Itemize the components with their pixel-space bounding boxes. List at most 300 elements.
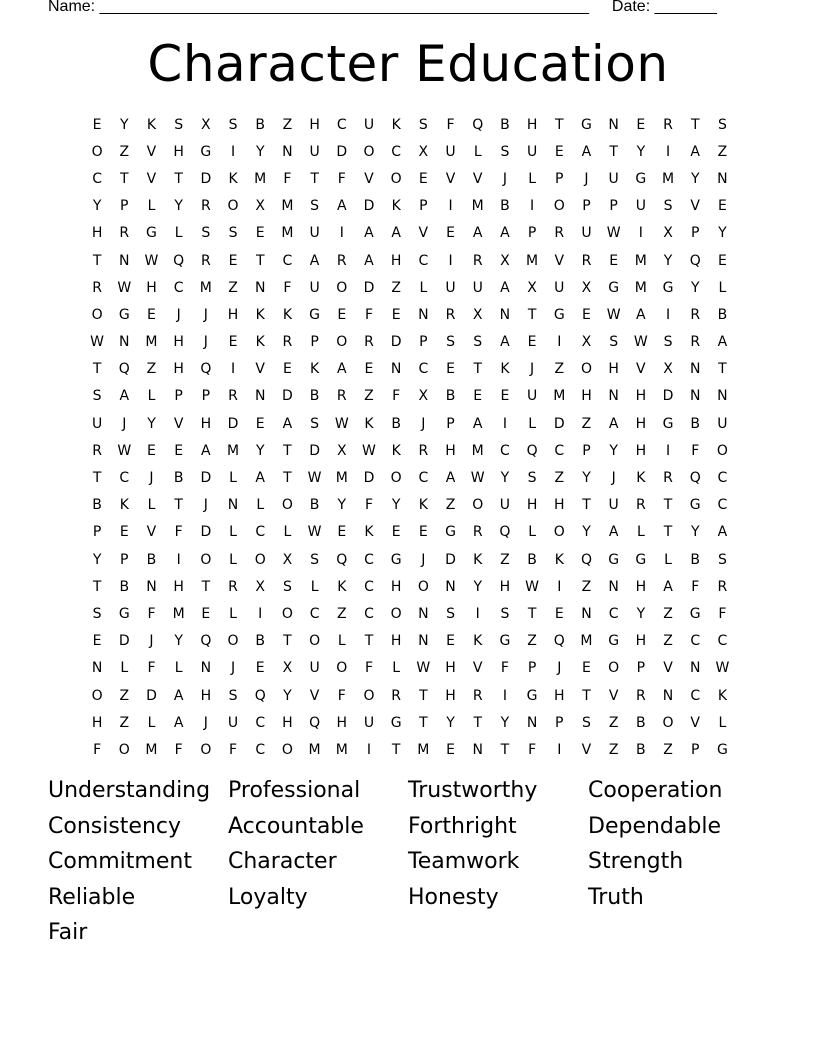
grid-letter: C	[255, 741, 267, 758]
grid-letter: Z	[663, 741, 674, 758]
grid-letter: E	[446, 361, 456, 378]
grid-letter: V	[636, 361, 647, 378]
grid-row	[84, 655, 737, 682]
grid-letter: N	[254, 388, 267, 405]
grid-letter: E	[391, 524, 402, 541]
grid-letter: N	[390, 361, 403, 378]
grid-letter: T	[391, 741, 402, 758]
grid-letter: V	[146, 170, 158, 187]
grid-row	[84, 410, 737, 437]
grid-letter: M	[471, 198, 485, 215]
grid-letter: K	[337, 578, 348, 595]
grid-letter: O	[336, 660, 349, 677]
grid-letter: B	[636, 741, 647, 758]
grid-letter: M	[308, 741, 322, 758]
grid-letter: X	[282, 660, 294, 677]
word-list-item: Commitment	[48, 849, 192, 874]
grid-letter: C	[336, 116, 348, 133]
grid-letter: F	[500, 660, 510, 677]
grid-letter: U	[635, 198, 647, 215]
grid-letter: H	[554, 687, 566, 704]
grid-letter: D	[309, 442, 321, 459]
grid-letter: W	[307, 470, 323, 487]
grid-letter: T	[718, 361, 728, 378]
grid-letter: Y	[174, 198, 184, 215]
name-field-label: Name: _______________________________________________________	[48, 0, 589, 15]
grid-letter: E	[473, 388, 484, 405]
grid-letter: P	[419, 334, 429, 351]
grid-letter: H	[635, 578, 648, 595]
grid-letter: H	[445, 442, 457, 459]
grid-letter: A	[445, 470, 457, 487]
grid-letter: C	[717, 470, 729, 487]
grid-letter: R	[228, 578, 239, 595]
grid-letter: X	[201, 116, 212, 133]
grid-letter: V	[608, 687, 620, 704]
grid-letter: M	[199, 279, 213, 296]
grid-letter: A	[336, 361, 348, 378]
grid-letter: U	[445, 279, 457, 296]
grid-letter: P	[582, 198, 592, 215]
grid-letter: N	[472, 741, 484, 758]
grid-letter: C	[391, 143, 403, 160]
grid-letter: K	[119, 497, 130, 514]
grid-letter: O	[363, 687, 376, 704]
grid-letter: Q	[200, 361, 213, 378]
grid-letter: S	[446, 605, 456, 622]
grid-letter: U	[472, 279, 484, 296]
grid-letter: G	[608, 551, 621, 568]
grid-letter: Q	[472, 116, 485, 133]
grid-letter: T	[582, 497, 592, 514]
grid-letter: I	[366, 741, 373, 758]
grid-letter: E	[282, 361, 293, 378]
grid-letter: L	[664, 551, 673, 568]
word-list-item: Character	[228, 849, 337, 874]
grid-letter: V	[581, 741, 593, 758]
grid-letter: B	[255, 116, 267, 133]
grid-letter: H	[91, 714, 104, 731]
grid-letter: T	[555, 116, 565, 133]
grid-letter: F	[364, 497, 374, 514]
word-search-grid	[84, 111, 737, 764]
grid-letter: H	[526, 116, 539, 133]
grid-letter: Z	[364, 388, 375, 405]
grid-row	[84, 383, 737, 410]
word-list-item: Professional	[228, 778, 361, 803]
grid-letter: Y	[92, 551, 103, 568]
grid-letter: F	[392, 388, 402, 405]
grid-letter: Y	[255, 442, 266, 459]
grid-letter: U	[227, 714, 240, 731]
grid-letter: I	[475, 605, 481, 622]
grid-letter: E	[119, 524, 130, 541]
grid-letter: I	[530, 198, 536, 215]
grid-letter: V	[173, 415, 185, 432]
grid-letter: T	[283, 633, 293, 650]
grid-letter: T	[663, 497, 674, 514]
grid-letter: N	[717, 170, 729, 187]
grid-letter: X	[418, 388, 430, 405]
grid-letter: O	[390, 605, 403, 622]
grid-letter: F	[446, 116, 456, 133]
grid-letter: V	[690, 714, 701, 731]
grid-letter: C	[255, 524, 267, 541]
grid-row	[84, 492, 737, 519]
grid-letter: D	[445, 551, 457, 568]
grid-letter: K	[310, 361, 321, 378]
grid-letter: A	[282, 415, 294, 432]
grid-letter: A	[173, 687, 185, 704]
grid-letter: G	[689, 605, 702, 622]
grid-letter: R	[418, 442, 430, 459]
grid-letter: I	[339, 225, 345, 242]
grid-letter: F	[174, 741, 184, 758]
grid-letter: Q	[254, 687, 267, 704]
grid-letter: P	[310, 334, 320, 351]
grid-letter: M	[145, 741, 159, 758]
grid-letter: P	[690, 225, 701, 242]
grid-row	[84, 437, 737, 464]
grid-letter: U	[554, 279, 566, 296]
grid-letter: F	[691, 442, 701, 459]
grid-letter: D	[118, 633, 131, 650]
grid-letter: O	[390, 470, 403, 487]
grid-letter: F	[718, 605, 728, 622]
grid-letter: C	[690, 687, 702, 704]
grid-letter: C	[92, 170, 103, 187]
grid-letter: V	[663, 660, 674, 677]
word-list-item: Fair	[48, 920, 88, 945]
grid-letter: C	[364, 551, 375, 568]
word-list-item: Strength	[588, 849, 684, 874]
grid-letter: G	[200, 143, 213, 160]
grid-letter: P	[609, 198, 619, 215]
grid-letter: O	[336, 279, 349, 296]
grid-letter: M	[634, 252, 648, 269]
grid-letter: H	[554, 497, 566, 514]
grid-letter: A	[500, 279, 511, 296]
grid-letter: G	[118, 605, 131, 622]
grid-letter: T	[419, 714, 429, 731]
grid-letter: K	[391, 442, 402, 459]
grid-letter: O	[200, 551, 213, 568]
grid-letter: S	[310, 198, 321, 215]
grid-letter: O	[118, 741, 131, 758]
grid-letter: F	[283, 170, 293, 187]
grid-letter: H	[445, 660, 457, 677]
grid-letter: J	[176, 306, 182, 323]
grid-letter: P	[555, 714, 565, 731]
grid-letter: K	[391, 116, 402, 133]
word-list-item: Truth	[588, 884, 644, 910]
grid-letter: Z	[527, 633, 538, 650]
grid-letter: H	[336, 714, 349, 731]
grid-letter: B	[636, 714, 647, 731]
grid-letter: B	[717, 306, 729, 323]
grid-letter: F	[528, 741, 538, 758]
grid-letter: X	[418, 143, 430, 160]
grid-letter: K	[473, 551, 484, 568]
grid-letter: U	[363, 116, 376, 133]
grid-letter: U	[717, 415, 729, 432]
grid-letter: D	[200, 470, 213, 487]
grid-letter: E	[636, 116, 647, 133]
grid-letter: A	[173, 714, 185, 731]
grid-letter: J	[557, 660, 563, 677]
grid-letter: R	[228, 388, 239, 405]
grid-letter: K	[473, 633, 484, 650]
grid-letter: C	[173, 279, 185, 296]
grid-letter: B	[173, 470, 185, 487]
grid-letter: A	[364, 225, 375, 242]
grid-letter: M	[417, 741, 431, 758]
grid-letter: U	[499, 497, 512, 514]
grid-letter: O	[281, 605, 294, 622]
grid-letter: T	[582, 687, 592, 704]
grid-letter: N	[608, 116, 620, 133]
grid-letter: H	[390, 578, 403, 595]
grid-letter: H	[635, 633, 648, 650]
grid-letter: U	[309, 279, 321, 296]
grid-letter: S	[446, 334, 456, 351]
grid-letter: Z	[663, 633, 674, 650]
grid-letter: T	[473, 714, 483, 731]
grid-letter: Z	[391, 279, 402, 296]
grid-letter: C	[364, 578, 375, 595]
word-list-item: Loyalty	[228, 884, 308, 910]
grid-letter: V	[472, 660, 484, 677]
grid-letter: M	[335, 470, 349, 487]
grid-letter: R	[635, 497, 647, 514]
grid-letter: U	[309, 225, 321, 242]
grid-letter: Z	[608, 741, 620, 758]
grid-letter: T	[473, 361, 483, 378]
grid-letter: Q	[526, 442, 539, 459]
grid-letter: T	[283, 470, 293, 487]
grid-letter: D	[200, 170, 213, 187]
grid-letter: O	[363, 143, 376, 160]
grid-letter: H	[282, 714, 294, 731]
grid-letter: M	[471, 442, 485, 459]
grid-letter: D	[146, 687, 158, 704]
grid-letter: A	[472, 225, 484, 242]
grid-letter: T	[527, 306, 538, 323]
grid-letter: A	[201, 442, 212, 459]
grid-letter: W	[525, 578, 541, 595]
grid-letter: U	[91, 415, 104, 432]
grid-row	[84, 329, 737, 356]
grid-letter: N	[146, 578, 158, 595]
grid-letter: U	[526, 388, 539, 405]
grid-letter: F	[364, 660, 374, 677]
grid-letter: Z	[336, 605, 348, 622]
grid-letter: E	[418, 524, 429, 541]
grid-letter: N	[91, 660, 104, 677]
grid-row	[84, 111, 737, 138]
grid-letter: T	[92, 361, 103, 378]
grid-letter: L	[229, 470, 238, 487]
grid-letter: A	[636, 306, 647, 323]
grid-letter: R	[663, 470, 674, 487]
date-field-label: Date: _______	[611, 0, 717, 15]
grid-letter: A	[717, 334, 729, 351]
word-list	[48, 778, 768, 956]
grid-letter: X	[255, 198, 267, 215]
grid-letter: Y	[255, 143, 266, 160]
grid-letter: A	[608, 415, 620, 432]
grid-letter: A	[472, 415, 484, 432]
grid-letter: T	[663, 524, 674, 541]
grid-letter: O	[91, 143, 104, 160]
grid-letter: U	[309, 143, 321, 160]
grid-letter: X	[581, 279, 593, 296]
grid-letter: S	[92, 605, 103, 622]
grid-letter: R	[663, 116, 674, 133]
grid-letter: D	[662, 388, 675, 405]
grid-letter: H	[635, 442, 648, 459]
grid-letter: I	[557, 578, 563, 595]
grid-letter: Z	[554, 361, 566, 378]
grid-letter: X	[255, 578, 267, 595]
grid-letter: G	[146, 225, 158, 242]
grid-letter: A	[391, 225, 402, 242]
grid-letter: M	[553, 388, 567, 405]
grid-letter: K	[364, 415, 375, 432]
grid-letter: Z	[445, 497, 457, 514]
grid-letter: H	[227, 306, 240, 323]
grid-letter: J	[203, 497, 209, 514]
grid-letter: A	[608, 524, 620, 541]
grid-letter: O	[417, 578, 430, 595]
grid-letter: W	[470, 470, 486, 487]
grid-letter: L	[283, 524, 293, 541]
grid-letter: P	[690, 741, 701, 758]
grid-letter: S	[473, 334, 484, 351]
grid-letter: Z	[717, 143, 729, 160]
grid-letter: E	[582, 660, 592, 677]
grid-letter: N	[662, 687, 675, 704]
grid-letter: D	[227, 415, 240, 432]
grid-letter: M	[634, 279, 648, 296]
grid-letter: L	[528, 170, 537, 187]
grid-letter: M	[226, 442, 241, 459]
grid-row	[84, 274, 737, 301]
grid-letter: J	[203, 306, 209, 323]
grid-letter: C	[717, 633, 729, 650]
grid-letter: E	[147, 306, 157, 323]
grid-letter: M	[526, 252, 540, 269]
grid-letter: S	[500, 605, 511, 622]
grid-letter: L	[310, 578, 320, 595]
grid-letter: S	[174, 116, 185, 133]
grid-letter: U	[608, 170, 620, 187]
grid-letter: Q	[336, 551, 349, 568]
grid-letter: W	[715, 660, 731, 677]
grid-letter: L	[528, 524, 537, 541]
grid-letter: M	[281, 198, 295, 215]
grid-letter: T	[92, 578, 103, 595]
grid-letter: H	[526, 497, 539, 514]
grid-letter: T	[500, 741, 511, 758]
grid-letter: Y	[582, 470, 592, 487]
grid-row	[84, 247, 737, 274]
grid-letter: L	[147, 497, 157, 514]
grid-letter: N	[282, 143, 294, 160]
grid-row	[84, 546, 737, 573]
grid-letter: L	[147, 198, 157, 215]
grid-letter: S	[663, 198, 674, 215]
grid-letter: S	[582, 714, 592, 731]
grid-letter: P	[446, 415, 456, 432]
grid-letter: E	[554, 605, 565, 622]
grid-letter: A	[336, 198, 348, 215]
grid-letter: T	[255, 252, 266, 269]
grid-letter: E	[717, 252, 728, 269]
grid-letter: O	[553, 524, 566, 541]
grid-row	[84, 600, 737, 627]
page-title: Character Education	[147, 35, 669, 93]
grid-letter: G	[581, 116, 593, 133]
grid-row	[84, 220, 737, 247]
grid-letter: S	[228, 687, 239, 704]
grid-letter: J	[149, 633, 155, 650]
grid-letter: G	[118, 306, 131, 323]
grid-letter: M	[580, 633, 594, 650]
grid-letter: D	[363, 470, 376, 487]
grid-letter: T	[92, 252, 103, 269]
grid-letter: J	[421, 415, 427, 432]
grid-letter: R	[690, 334, 702, 351]
grid-letter: L	[718, 279, 728, 296]
grid-letter: E	[147, 442, 157, 459]
grid-letter: D	[200, 524, 213, 541]
word-list-item: Dependable	[588, 813, 721, 839]
grid-letter: L	[229, 551, 238, 568]
grid-letter: B	[255, 633, 267, 650]
grid-letter: B	[500, 116, 511, 133]
grid-letter: D	[363, 279, 376, 296]
grid-letter: F	[691, 578, 701, 595]
grid-letter: W	[362, 442, 377, 459]
grid-letter: I	[176, 551, 182, 568]
grid-letter: N	[119, 252, 131, 269]
grid-letter: W	[633, 334, 649, 351]
grid-letter: M	[661, 170, 676, 187]
grid-letter: P	[92, 524, 103, 541]
grid-letter: I	[665, 442, 672, 459]
grid-letter: H	[499, 578, 512, 595]
grid-letter: E	[446, 741, 456, 758]
grid-letter: L	[337, 633, 347, 650]
grid-letter: J	[584, 170, 590, 187]
grid-letter: G	[499, 633, 512, 650]
grid-letter: O	[716, 442, 729, 459]
grid-letter: F	[93, 741, 103, 758]
grid-letter: K	[418, 497, 429, 514]
grid-letter: N	[418, 605, 430, 622]
grid-letter: I	[502, 415, 508, 432]
grid-letter: V	[146, 143, 158, 160]
grid-letter: Y	[473, 578, 483, 595]
grid-letter: Y	[609, 442, 619, 459]
grid-letter: F	[337, 687, 347, 704]
grid-letter: S	[418, 116, 429, 133]
grid-letter: Y	[718, 225, 728, 242]
grid-letter: E	[337, 306, 348, 323]
grid-letter: O	[662, 714, 675, 731]
grid-letter: P	[527, 660, 538, 677]
